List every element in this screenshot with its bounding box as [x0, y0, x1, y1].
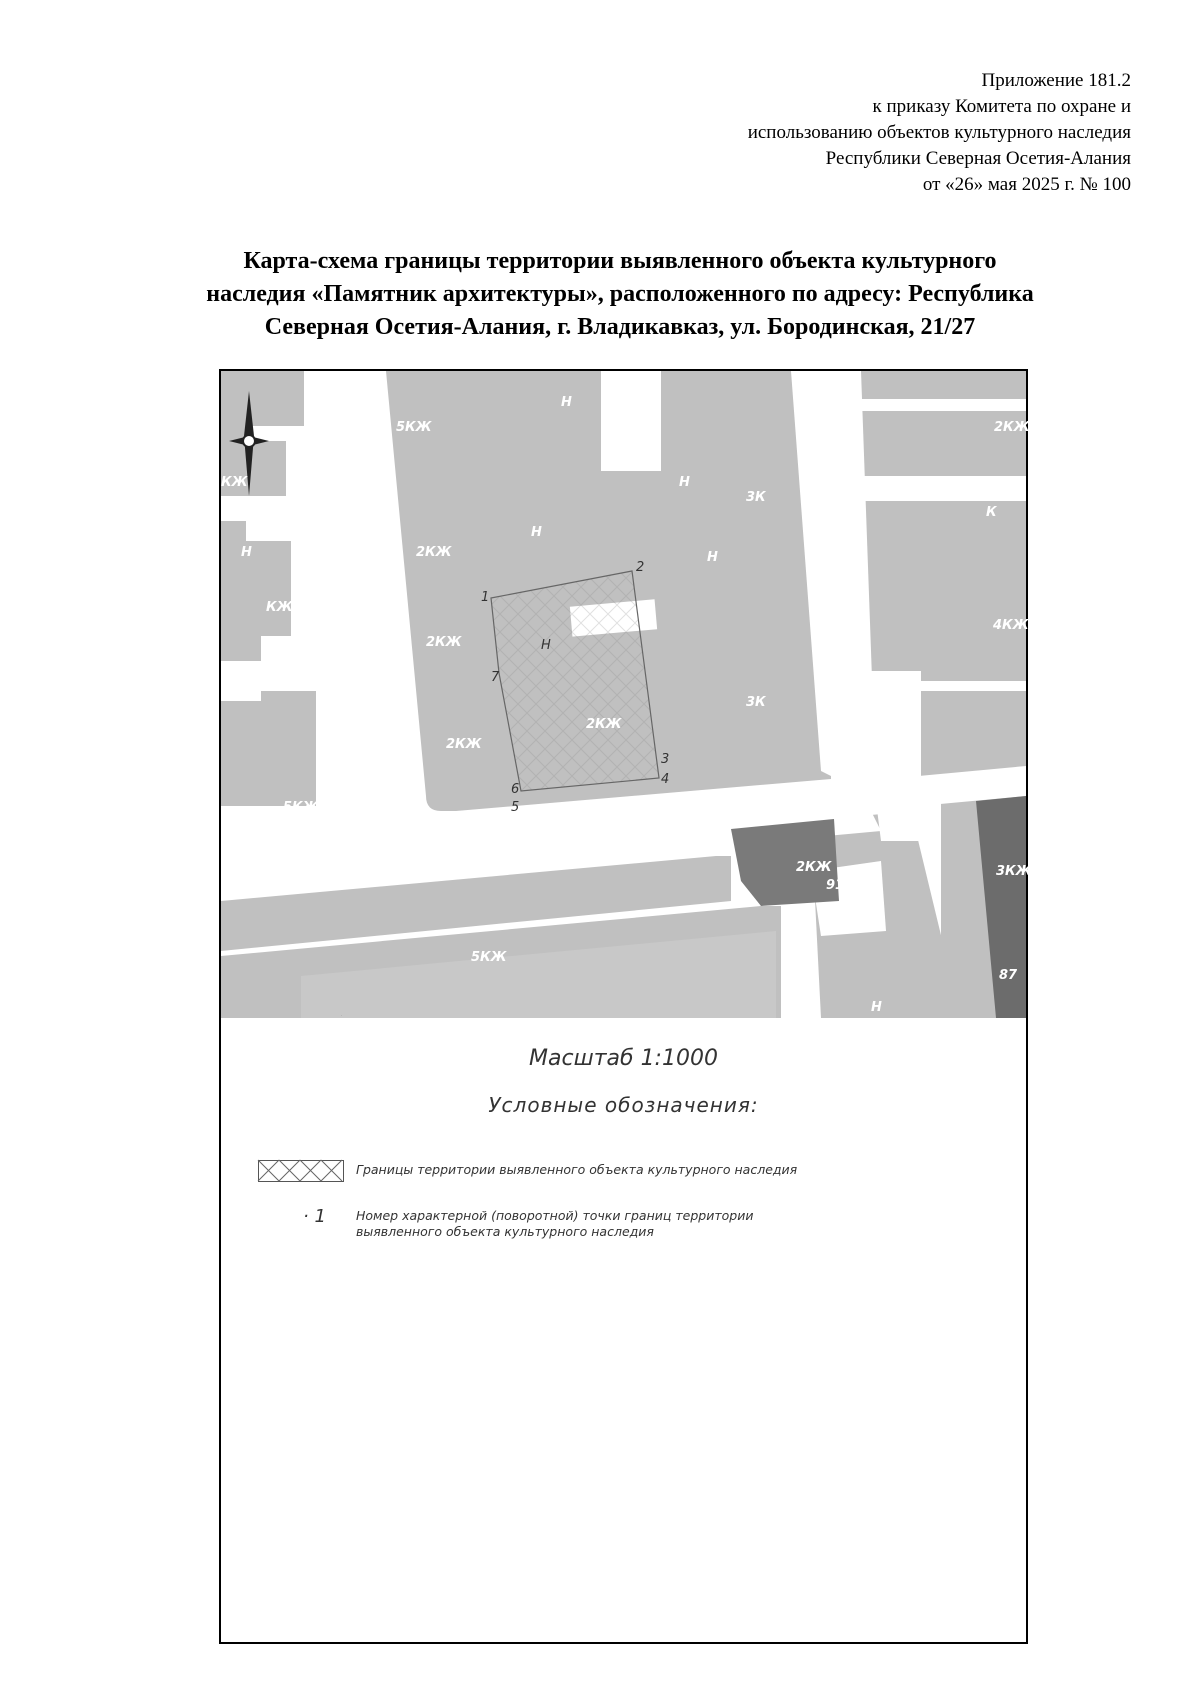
boundary-point: 4: [661, 772, 670, 787]
building-label: КЖ: [266, 600, 293, 615]
building-label: 5КЖ: [396, 420, 432, 435]
building-label: Н: [531, 525, 542, 540]
building-label: 5КЖ: [471, 950, 507, 965]
building-label: 2КЖ: [586, 717, 622, 732]
boundary-point: 2: [636, 560, 645, 575]
block: [911, 691, 1026, 781]
block: [261, 691, 316, 806]
block: [221, 371, 304, 426]
title-line: Карта-схема границы территории выявленного объекта культурного: [243, 248, 997, 274]
block: [861, 501, 1026, 681]
legend-text: [356, 1208, 996, 1240]
building-number: 87: [999, 968, 1018, 983]
boundary-point: 5: [511, 800, 520, 815]
building-label: 2К: [966, 480, 986, 495]
legend-title: Условные обозначения:: [488, 1093, 759, 1117]
building-label: 3К: [746, 695, 766, 710]
map-scale: Масштаб 1:1000: [529, 1046, 718, 1071]
building-label: Н: [707, 550, 718, 565]
building-label: КЖ: [221, 475, 248, 490]
title-line: Северная Осетия-Алания, г. Владикавказ, ул. Бородинская, 21/27: [264, 314, 976, 340]
building-label: 3КЖ: [996, 864, 1032, 879]
building-label: Н: [241, 545, 252, 560]
street-name: Бородинская: [319, 399, 343, 477]
header-line: использованию объектов культурного наследия: [747, 122, 1131, 143]
building-label: 2КЖ: [796, 860, 832, 875]
boundary-point: 6: [511, 782, 520, 797]
block: [861, 371, 1026, 399]
building-label: 2КЖ: [446, 737, 482, 752]
building-label: Н: [341, 1016, 342, 1017]
map-legend: [221, 1018, 1026, 1642]
legend-text-line: выявленного объекта культурного наследия: [356, 1224, 654, 1239]
street: [861, 671, 921, 791]
alley: [601, 371, 631, 471]
header-line: от «26» мая 2025 г. № 100: [922, 174, 1131, 195]
header-line: к приказу Комитета по охране и: [872, 96, 1131, 117]
title-line: наследия «Памятник архитектуры», расположенного по адресу: Республика: [206, 281, 1034, 307]
building-label: 2КЖ: [416, 545, 452, 560]
boundary-point: 7: [491, 670, 500, 685]
building-label: 4КЖ: [993, 618, 1029, 633]
building-label: 5КЖ: [283, 800, 319, 815]
building-label: Н: [541, 638, 551, 653]
heritage-boundary: [491, 571, 659, 791]
building-label: Н: [871, 1000, 882, 1015]
legend-text: Границы территории выявленного объекта культурного наследия: [356, 1162, 798, 1177]
building-label: Н: [679, 475, 690, 490]
hatch-swatch-icon: [258, 1160, 344, 1182]
legend-text-line: Номер характерной (поворотной) точки границ территории: [356, 1208, 754, 1223]
point-symbol: · 1: [303, 1206, 326, 1227]
building-label: 3К: [746, 490, 766, 505]
site-map: [221, 371, 1032, 1018]
document-title: [120, 245, 1120, 344]
header-line: Республики Северная Осетия-Алания: [825, 148, 1131, 169]
street: [246, 511, 316, 541]
header-line: Приложение 181.2: [981, 70, 1131, 91]
map-frame: [219, 369, 1032, 1644]
building-label: 2КЖ: [426, 635, 462, 650]
street: [221, 661, 261, 701]
point-number: 1: [314, 1206, 326, 1227]
building-label: Н: [561, 395, 572, 410]
building-label: К: [986, 505, 997, 520]
boundary-point: 1: [481, 590, 490, 605]
building-label: 2КЖ: [994, 420, 1030, 435]
boundary-point: 3: [661, 752, 670, 767]
building-number: 91: [826, 878, 845, 893]
block: [221, 706, 261, 806]
document-header: [431, 68, 1131, 198]
